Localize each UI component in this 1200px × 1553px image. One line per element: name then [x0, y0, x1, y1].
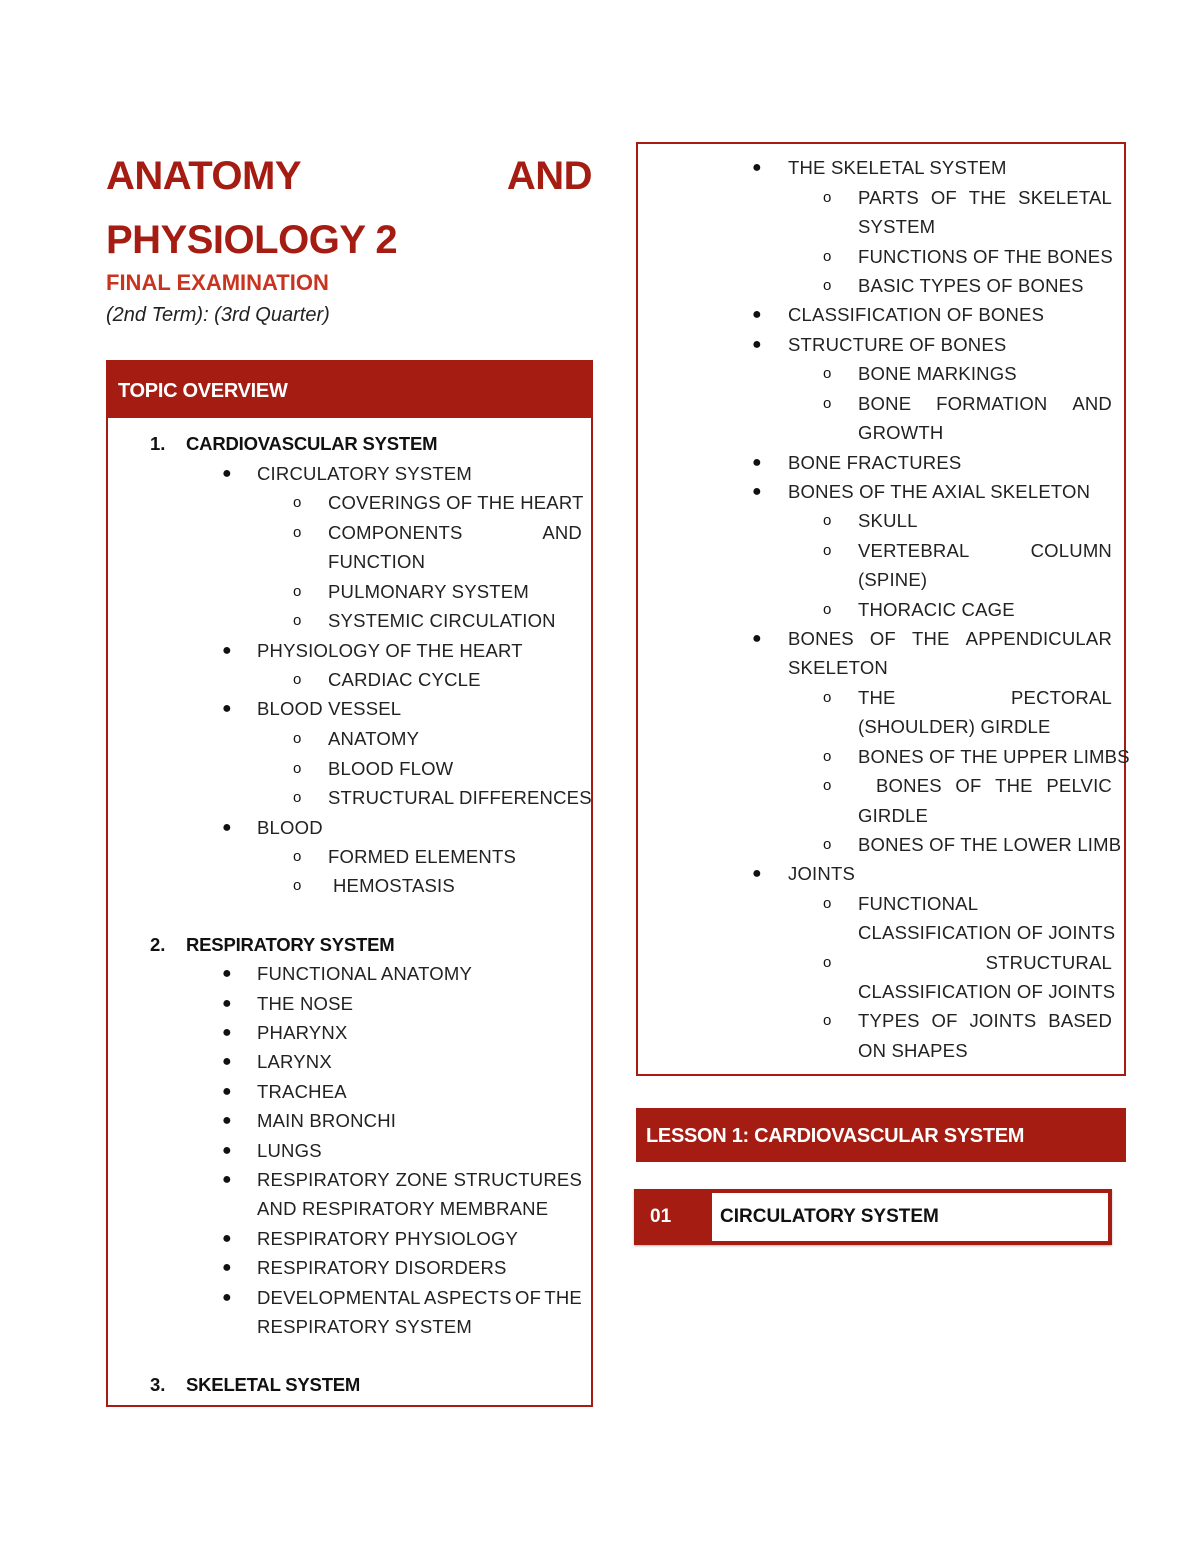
bullet-circle-icon: o [293, 848, 302, 865]
bullet-circle-icon: o [293, 789, 302, 806]
bullet-disc-icon: ● [222, 1171, 232, 1188]
overview-item: RESPIRATORY SYSTEM [257, 1316, 473, 1337]
bullet-disc-icon: ● [752, 306, 762, 323]
bullet-circle-icon: o [823, 189, 832, 206]
bullet-disc-icon: ● [222, 819, 232, 836]
bullet-circle-icon: o [823, 395, 832, 412]
skeletal-item [788, 628, 1112, 650]
overview-item: BLOOD VESSEL [257, 698, 402, 719]
skeletal-item [858, 393, 1112, 415]
bullet-disc-icon: ● [752, 865, 762, 882]
bullet-circle-icon: o [823, 365, 832, 382]
bullet-disc-icon: ● [752, 630, 762, 647]
bullet-disc-icon: ● [222, 1112, 232, 1129]
bullet-disc-icon: ● [752, 483, 762, 500]
overview-item: RESPIRATORY SYSTEM [186, 934, 395, 955]
skeletal-item: BONES OF THE AXIAL SKELETON [788, 481, 1091, 502]
exam-subtitle: FINAL EXAMINATION [106, 270, 329, 295]
bullet-disc-icon: ● [222, 700, 232, 717]
bullet-disc-icon: ● [222, 465, 232, 482]
bullet-disc-icon: ● [752, 336, 762, 353]
skeletal-item: ON SHAPES [858, 1040, 968, 1061]
overview-item: THE NOSE [257, 993, 354, 1014]
skeletal-word: THE [968, 187, 1007, 208]
skeletal-word: AND [1072, 393, 1112, 414]
skeletal-item [858, 540, 1112, 562]
skeletal-item [858, 1010, 1112, 1032]
skeletal-item: GROWTH [858, 422, 944, 443]
overview-item: FUNCTIONAL ANATOMY [257, 963, 473, 984]
overview-item: PHARYNX [257, 1022, 348, 1043]
skeletal-word: PECTORAL [1011, 687, 1112, 708]
skeletal-word: PELVIC [1046, 775, 1112, 796]
overview-item: FORMED ELEMENTS [328, 846, 517, 867]
bullet-disc-icon: ● [752, 454, 762, 471]
overview-word: DEVELOPMENTAL [257, 1287, 421, 1308]
skeletal-word: FORMATION [936, 393, 1048, 414]
overview-item: TRACHEA [257, 1081, 347, 1102]
bullet-disc-icon: ● [222, 965, 232, 982]
overview-item: RESPIRATORY PHYSIOLOGY [257, 1228, 519, 1249]
bullet-circle-icon: o [293, 494, 302, 511]
bullet-disc-icon: ● [222, 1259, 232, 1276]
skeletal-item: SKULL [858, 510, 918, 531]
overview-word: THE [544, 1287, 582, 1308]
topic-overview-heading: TOPIC OVERVIEW [108, 362, 591, 418]
overview-item [257, 1287, 582, 1309]
bullet-circle-icon: o [823, 895, 832, 912]
skeletal-word: BONES [788, 628, 854, 649]
skeletal-item [858, 687, 1112, 709]
topic-number: 01 [638, 1193, 712, 1241]
list-number: 3. [150, 1374, 166, 1395]
overview-item [257, 1169, 582, 1191]
skeletal-item [876, 775, 1112, 797]
overview-item: FUNCTION [328, 551, 426, 572]
topic-title: CIRCULATORY SYSTEM [720, 1206, 939, 1227]
skeletal-item: THE SKELETAL SYSTEM [788, 157, 1007, 178]
bullet-circle-icon: o [823, 777, 832, 794]
skeletal-word: COLUMN [1030, 540, 1112, 561]
overview-item: ANATOMY [328, 728, 420, 749]
overview-item: STRUCTURAL DIFFERENCES [328, 787, 592, 808]
bullet-circle-icon: o [823, 1012, 832, 1029]
bullet-circle-icon: o [823, 836, 832, 853]
overview-word: COMPONENTS [328, 522, 463, 543]
overview-word: STRUCTURES [453, 1169, 582, 1190]
skeletal-item: FUNCTIONS OF THE BONES [858, 246, 1113, 267]
bullet-circle-icon: o [293, 877, 302, 894]
skeletal-item: STRUCTURE OF BONES [788, 334, 1007, 355]
bullet-circle-icon: o [823, 748, 832, 765]
exam-term: (2nd Term): (3rd Quarter) [106, 304, 330, 326]
skeletal-item: BASIC TYPES OF BONES [858, 275, 1084, 296]
skeletal-word: SKELETAL [1018, 187, 1112, 208]
bullet-disc-icon: ● [222, 642, 232, 659]
overview-item [328, 522, 582, 544]
overview-item: HEMOSTASIS [333, 875, 455, 896]
skeletal-word: OF [955, 775, 982, 796]
overview-word: AND [542, 522, 582, 543]
overview-item: RESPIRATORY DISORDERS [257, 1257, 507, 1278]
skeletal-word: THE [912, 628, 950, 649]
overview-item: PULMONARY SYSTEM [328, 581, 529, 602]
bullet-circle-icon: o [293, 760, 302, 777]
skeletal-item: CLASSIFICATION OF JOINTS [858, 922, 1116, 943]
overview-item: CARDIOVASCULAR SYSTEM [186, 433, 438, 454]
skeletal-item: BONE FRACTURES [788, 452, 962, 473]
skeletal-word: BASED [1048, 1010, 1112, 1031]
overview-item: CARDIAC CYCLE [328, 669, 481, 690]
overview-item: AND RESPIRATORY MEMBRANE [257, 1198, 549, 1219]
list-number: 1. [150, 433, 166, 454]
list-number: 2. [150, 934, 166, 955]
bullet-disc-icon: ● [222, 1230, 232, 1247]
skeletal-item: BONES OF THE LOWER LIMB [858, 834, 1122, 855]
skeletal-word: JOINTS [969, 1010, 1037, 1031]
bullet-disc-icon: ● [222, 1053, 232, 1070]
overview-item: BLOOD [257, 817, 323, 838]
skeletal-word: OF [869, 628, 896, 649]
bullet-circle-icon: o [823, 248, 832, 265]
skeletal-word: PARTS [858, 187, 919, 208]
title-line-2: PHYSIOLOGY 2 [106, 218, 398, 262]
skeletal-item [858, 187, 1112, 209]
skeletal-item: SYSTEM [858, 216, 936, 237]
bullet-disc-icon: ● [752, 159, 762, 176]
overview-word: RESPIRATORY [257, 1169, 390, 1190]
skeletal-word: OF [930, 187, 957, 208]
skeletal-item: STRUCTURAL [985, 952, 1112, 973]
title-word-anatomy: ANATOMY [106, 154, 302, 198]
bullet-circle-icon: o [293, 730, 302, 747]
skeletal-word: APPENDICULAR [965, 628, 1112, 649]
bullet-circle-icon: o [823, 601, 832, 618]
bullet-disc-icon: ● [222, 1289, 232, 1306]
bullet-circle-icon: o [293, 583, 302, 600]
bullet-circle-icon: o [823, 277, 832, 294]
skeletal-item: THORACIC CAGE [858, 599, 1015, 620]
topic-card [634, 1189, 1112, 1245]
bullet-circle-icon: o [293, 612, 302, 629]
skeletal-item: CLASSIFICATION OF BONES [788, 304, 1045, 325]
overview-item: MAIN BRONCHI [257, 1110, 397, 1131]
skeletal-word: VERTEBRAL [858, 540, 970, 561]
bullet-circle-icon: o [823, 689, 832, 706]
bullet-circle-icon: o [293, 671, 302, 688]
overview-item: SYSTEMIC CIRCULATION [328, 610, 556, 631]
overview-word: ZONE [395, 1169, 448, 1190]
skeletal-word: THE [858, 687, 896, 708]
title-word-and: AND [506, 154, 592, 198]
bullet-disc-icon: ● [222, 995, 232, 1012]
title-line-1 [106, 153, 592, 199]
skeletal-item: GIRDLE [858, 805, 929, 826]
bullet-disc-icon: ● [222, 1083, 232, 1100]
skeletal-word: BONES [876, 775, 942, 796]
skeletal-item: BONE MARKINGS [858, 363, 1017, 384]
bullet-circle-icon: o [293, 524, 302, 541]
skeletal-item: BONES OF THE UPPER LIMBS [858, 746, 1130, 767]
skeletal-word: OF [931, 1010, 958, 1031]
bullet-circle-icon: o [823, 542, 832, 559]
overview-item: LUNGS [257, 1140, 322, 1161]
bullet-disc-icon: ● [222, 1024, 232, 1041]
skeletal-item: FUNCTIONAL [858, 893, 979, 914]
overview-item: COVERINGS OF THE HEART [328, 492, 584, 513]
skeletal-item: (SHOULDER) GIRDLE [858, 716, 1051, 737]
overview-item: BLOOD FLOW [328, 758, 454, 779]
skeletal-item: CLASSIFICATION OF JOINTS [858, 981, 1116, 1002]
skeletal-item: JOINTS [788, 863, 855, 884]
overview-item: PHYSIOLOGY OF THE HEART [257, 640, 523, 661]
skeletal-word: THE [995, 775, 1033, 796]
skeletal-item: SKELETON [788, 657, 888, 678]
lesson-banner: LESSON 1: CARDIOVASCULAR SYSTEM [636, 1108, 1126, 1162]
overview-item: SKELETAL SYSTEM [186, 1374, 361, 1395]
skeletal-word: TYPES [858, 1010, 920, 1031]
bullet-disc-icon: ● [222, 1142, 232, 1159]
overview-item: CIRCULATORY SYSTEM [257, 463, 473, 484]
overview-item: LARYNX [257, 1051, 332, 1072]
overview-word: OF [515, 1287, 542, 1308]
overview-word: ASPECTS [423, 1287, 512, 1308]
skeletal-word: BONE [858, 393, 912, 414]
bullet-circle-icon: o [823, 954, 832, 971]
skeletal-item: (SPINE) [858, 569, 928, 590]
bullet-circle-icon: o [823, 512, 832, 529]
